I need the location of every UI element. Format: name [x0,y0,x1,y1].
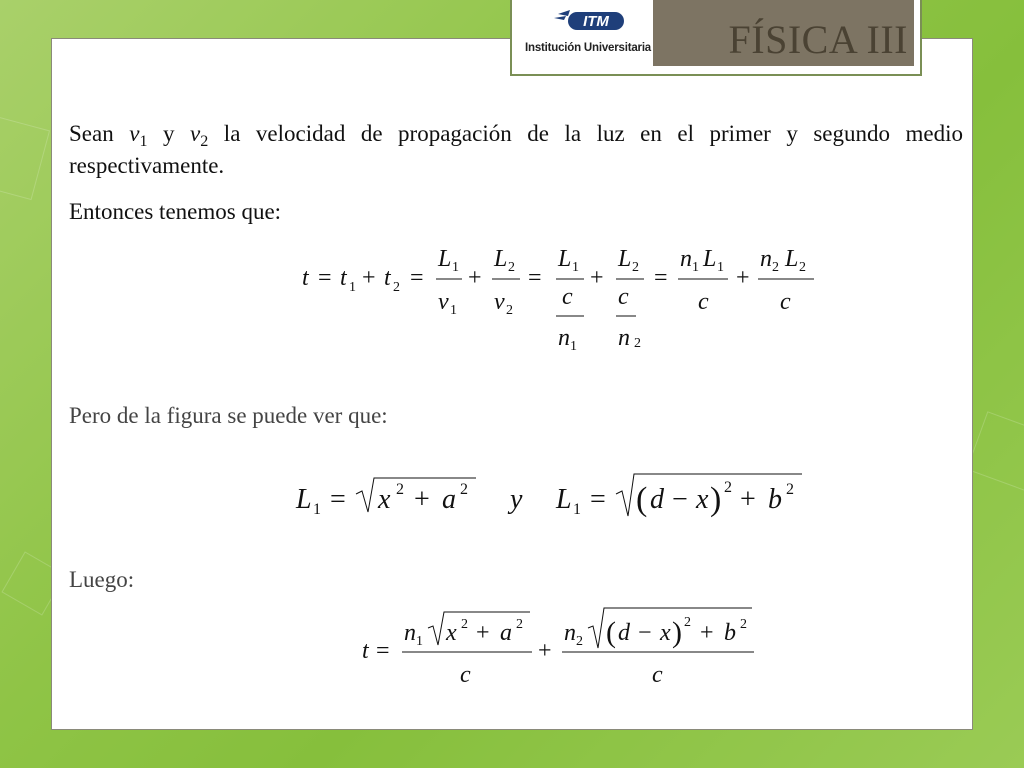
svg-text:2: 2 [461,617,468,632]
svg-text:=: = [318,265,332,291]
svg-text:1: 1 [349,280,356,295]
svg-text:=: = [654,265,668,291]
symbol-v: v [129,121,140,146]
svg-text:n: n [564,620,576,646]
svg-text:+: + [590,265,604,291]
svg-text:v: v [438,289,449,315]
svg-text:2: 2 [786,481,794,498]
symbol-v: v [190,121,201,146]
svg-text:c: c [618,284,629,310]
svg-text:2: 2 [576,634,583,649]
svg-text:x: x [660,620,671,646]
then-label: Luego: [69,567,135,592]
subscript: 2 [200,132,209,150]
svg-text:=: = [528,265,542,291]
svg-text:a: a [500,620,512,646]
svg-text:+: + [740,484,756,515]
svg-text:+: + [468,265,482,291]
svg-text:n: n [760,246,772,272]
svg-text:L: L [703,246,717,272]
svg-text:1: 1 [452,260,459,275]
svg-text:c: c [780,289,791,315]
svg-text:L: L [494,246,508,272]
logo-mark-text: ITM [583,13,609,30]
svg-text:1: 1 [572,260,579,275]
svg-text:x: x [378,484,391,515]
then-paragraph: Entonces tenemos que: [69,199,282,224]
svg-text:1: 1 [416,634,423,649]
svg-text:): ) [672,616,682,649]
svg-text:2: 2 [460,481,468,498]
svg-text:a: a [442,484,456,515]
svg-text:+: + [736,265,750,291]
svg-text:t: t [302,265,309,291]
svg-text:c: c [562,284,573,310]
svg-text:c: c [652,662,663,688]
page-title: FÍSICA III [728,17,908,62]
svg-text:1: 1 [450,303,457,318]
logo-text: Institución Universitaria [525,42,652,54]
svg-text:t: t [384,265,391,291]
svg-text:1: 1 [692,260,699,275]
svg-text:L: L [558,246,572,272]
svg-text:2: 2 [632,260,639,275]
svg-text:n: n [680,246,692,272]
svg-text:+: + [476,620,490,646]
svg-text:y: y [510,484,523,515]
svg-text:n: n [558,325,570,351]
svg-text:2: 2 [772,260,779,275]
svg-text:1: 1 [313,501,321,518]
svg-text:2: 2 [506,303,513,318]
svg-text:=: = [410,265,424,291]
svg-text:): ) [710,481,722,518]
svg-text:2: 2 [740,617,747,632]
svg-text:+: + [362,265,376,291]
svg-text:L: L [618,246,632,272]
svg-text:=: = [376,638,390,664]
svg-text:1: 1 [573,501,581,518]
svg-text:v: v [494,289,505,315]
svg-text:2: 2 [393,280,400,295]
text: y [147,121,191,146]
svg-text:c: c [698,289,709,315]
figure-paragraph: Pero de la figura se puede ver que: [69,403,388,428]
text: la velocidad de propagación de la luz en el primer y segundo medio respectivamente. [69,121,964,178]
svg-text:(: ( [606,616,616,649]
svg-text:x: x [696,484,709,515]
text: Sean [69,121,130,146]
svg-text:=: = [330,484,346,515]
svg-text:1: 1 [570,339,577,354]
svg-text:2: 2 [799,260,806,275]
svg-text:L: L [438,246,452,272]
svg-text:b: b [768,484,782,515]
svg-text:2: 2 [724,479,732,496]
svg-text:n: n [618,325,630,351]
subscript: 1 [139,132,148,150]
svg-text:+: + [538,638,552,664]
svg-text:x: x [446,620,457,646]
svg-text:L: L [785,246,799,272]
svg-text:2: 2 [396,481,404,498]
svg-text:t: t [340,265,347,291]
svg-text:L: L [556,484,572,515]
svg-text:2: 2 [634,336,641,351]
svg-text:+: + [414,484,430,515]
svg-text:c: c [460,662,471,688]
svg-text:t: t [362,638,369,664]
svg-text:b: b [724,620,736,646]
svg-text:2: 2 [684,615,691,630]
svg-text:1: 1 [717,260,724,275]
svg-text:−: − [638,620,652,646]
svg-text:L: L [296,484,312,515]
svg-text:d: d [650,484,664,515]
svg-text:d: d [618,620,630,646]
svg-text:n: n [404,620,416,646]
svg-text:(: ( [636,481,648,518]
svg-text:=: = [590,484,606,515]
svg-text:−: − [672,484,688,515]
svg-text:+: + [700,620,714,646]
svg-text:2: 2 [508,260,515,275]
svg-text:2: 2 [516,617,523,632]
